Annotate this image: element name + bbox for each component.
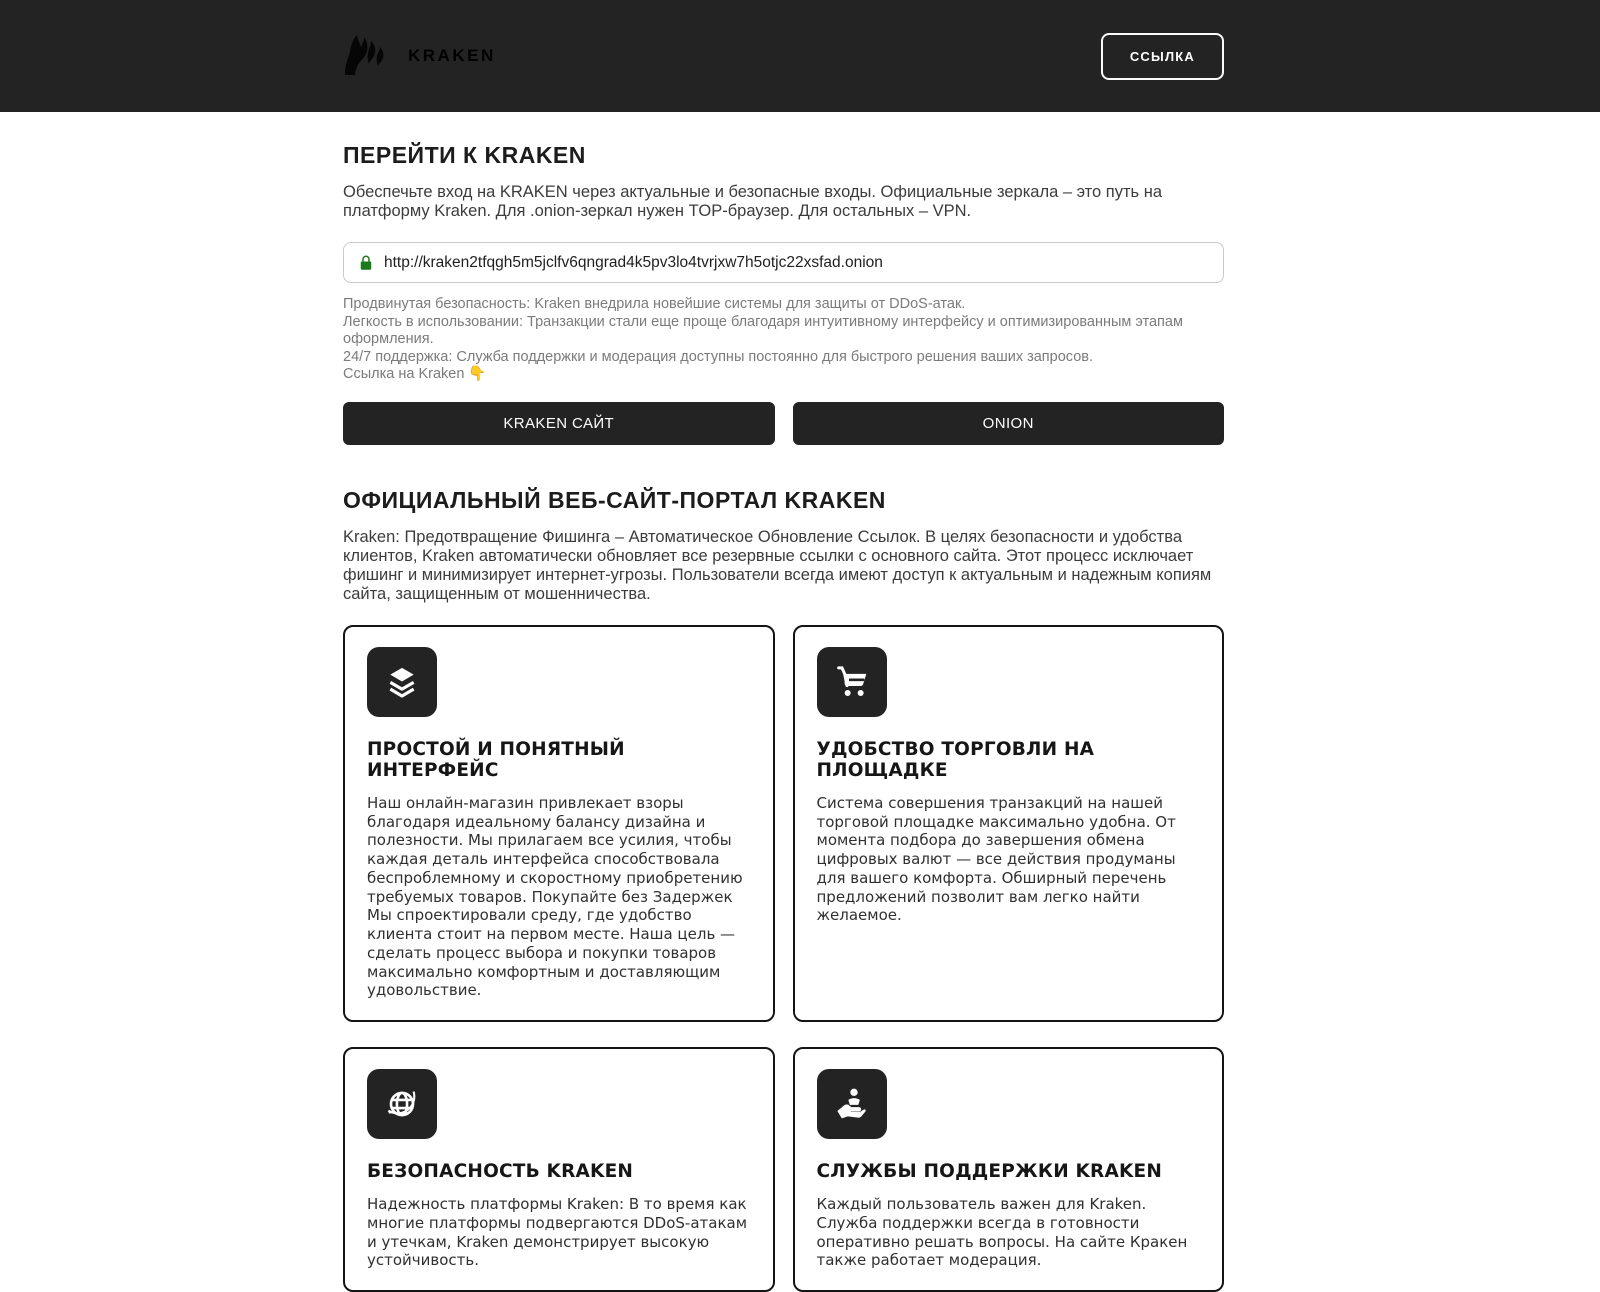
- kraken-logo-icon: [343, 33, 395, 79]
- support-icon: [817, 1069, 887, 1139]
- card-body: Надежность платформы Kraken: В то время как многие платформы подвергаются DDoS-атакам и утечкам, Kraken демонстрирует высокую устойчивость.: [367, 1195, 748, 1270]
- card-body: Каждый пользователь важен для Kraken. Служба поддержки всегда в готовности оперативно решать вопросы. На сайте Кракен также работает модерация.: [816, 1195, 1188, 1270]
- card-body: Наш онлайн-магазин привлекает взоры благодаря идеальному балансу дизайна и полезности. Мы прилагаем все усилия, чтобы каждая деталь интерфейса способствовала беспроблемному и скоростному приобретению требуемых товаров. Покупайте без Задержек Мы спроектировали среду, где удобство клиента стоит на первом месте. Наша цель — сделать процесс выбора и покупки товаров максимально комфортным и доставляющим удовольствие.: [367, 793, 743, 1000]
- kraken-site-button[interactable]: KRAKEN САЙТ: [343, 402, 775, 445]
- hero-title: ПЕРЕЙТИ К KRAKEN: [343, 142, 586, 168]
- card-title: ПРОСТОЙ И ПОНЯТНЫЙ ИНТЕРФЕЙС: [367, 738, 625, 781]
- note-line: Ссылка на Kraken 👇: [343, 366, 487, 383]
- note-line: Легкость в использовании: Транзакции стали еще проще благодаря интуитивному интерфейсу и оптимизированным этапам оформления.: [343, 313, 1183, 348]
- feature-card-security: [343, 1047, 775, 1292]
- layers-icon: [367, 647, 437, 717]
- card-title: СЛУЖБЫ ПОДДЕРЖКИ KRAKEN: [816, 1161, 1163, 1183]
- brand-name: KRAKEN: [408, 46, 496, 65]
- brand-logo[interactable]: [343, 33, 496, 79]
- main-content: [343, 142, 1224, 1292]
- header-link-button[interactable]: ССЫЛКА: [1101, 33, 1224, 80]
- card-body: Система совершения транзакций на нашей торговой площадке максимально удобна. От момента подбора до завершения обмена цифровых валют — все действия продуманы для вашего комфорта. Обширный перечень предложений позволит вам легко найти желаемое.: [816, 793, 1176, 925]
- note-line: Продвинутая безопасность: Kraken внедрила новейшие системы для защиты от DDoS-атак.: [343, 296, 966, 312]
- feature-card-interface: [343, 625, 775, 1022]
- hero-description: Обеспечьте вход на KRAKEN через актуальные и безопасные входы. Официальные зеркала – это путь на платформу Kraken. Для .onion-зеркал нужен TOP-браузер. Для остальных – VPN.: [343, 183, 1163, 220]
- portal-description: Kraken: Предотвращение Фишинга – Автоматическое Обновление Ссылок. В целях безопасности и удобства клиентов, Kraken автоматически обновляет все резервные ссылки с основного сайта. Этот процесс исключает фишинг и минимизирует интернет-угрозы. Пользователи всегда имеют доступ к актуальным и надежным копиям сайта, защищенным от мошенничества.: [343, 527, 1212, 603]
- mirror-url-field[interactable]: [343, 242, 1224, 283]
- cart-icon: [817, 647, 887, 717]
- feature-card-trading: [793, 625, 1225, 1022]
- cta-row: [343, 402, 1224, 445]
- mirror-url-text: http://kraken2tfqgh5m5jclfv6qngrad4k5pv3lo4tvrjxw7h5otjc22xsfad.onion: [384, 253, 883, 271]
- card-title: БЕЗОПАСНОСТЬ KRAKEN: [367, 1161, 634, 1183]
- onion-button[interactable]: ONION: [793, 402, 1225, 445]
- lock-icon: [357, 254, 375, 272]
- feature-cards: [343, 625, 1224, 1292]
- note-line: 24/7 поддержка: Служба поддержки и модерация доступны постоянно для быстрого решения ваших запросов.: [343, 348, 1093, 365]
- hero-notes: [343, 296, 1224, 384]
- card-title: УДОБСТВО ТОРГОВЛИ НА ПЛОЩАДКЕ: [816, 738, 1095, 781]
- portal-title: ОФИЦИАЛЬНЫЙ ВЕБ-САЙТ-ПОРТАЛ KRAKEN: [343, 486, 886, 513]
- site-header: [0, 0, 1600, 112]
- globe-icon: [367, 1069, 437, 1139]
- feature-card-support: [793, 1047, 1225, 1292]
